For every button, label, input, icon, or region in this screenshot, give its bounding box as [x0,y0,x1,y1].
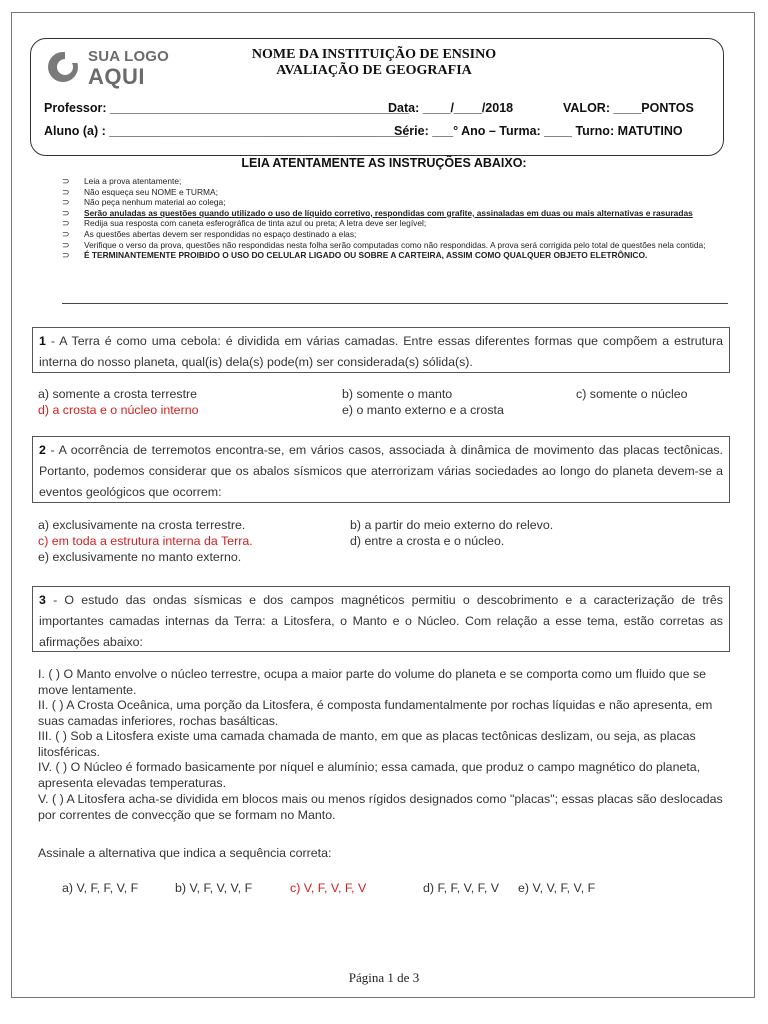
date-field[interactable]: Data: ____/____/2018 [388,101,514,115]
arrow-bullet-icon: ⊃ [62,197,70,208]
professor-field[interactable]: Professor: ___________________________________________ [44,101,409,115]
instruction-item: ⊃ Leia a prova atentamente; [62,176,182,186]
question-2-box [32,436,730,503]
q3-option-e[interactable]: e) V, V, F, V, F [518,881,596,895]
arrow-bullet-icon: ⊃ [62,239,70,250]
q2-option-e[interactable]: e) exclusivamente no manto externo. [38,550,242,564]
logo [46,48,176,88]
q3-option-a[interactable]: a) V, F, F, V, F [62,881,139,895]
instruction-item: ⊃ Verifique o verso da prova, questões não respondidas nesta folha serão computadas como não respondidas. A prova será corrigida pelo total de questões nela contida; [62,239,706,250]
value-field[interactable]: VALOR: ____PONTOS [563,101,694,115]
logo-line1: SUA LOGO [88,48,170,65]
q3-prompt: Assinale a alternativa que indica a sequência correta: [38,846,332,860]
page-number: Página 1 de 3 [348,970,420,985]
q3-statement-1: I. ( ) O Manto envolve o núcleo terrestre, ocupa a maior parte do volume do planeta e se comporta como um fluido que se move lentamente. [38,667,707,697]
q1-option-d[interactable]: d) a crosta e o núcleo interno [38,403,199,417]
institution-title [214,47,534,79]
question-number: 2 [39,443,46,457]
q1-option-c[interactable]: c) somente o núcleo [576,387,688,401]
arrow-bullet-icon: ⊃ [62,176,70,186]
instructions-title: LEIA ATENTAMENTE AS INSTRUÇÕES ABAIXO: [241,156,527,170]
arrow-bullet-icon: ⊃ [62,218,70,229]
q3-statement-2: II. ( ) A Crosta Oceânica, uma porção da Litosfera, é composta fundamentalmente por rochas líquidas e não apresenta, em suas camadas inferiores, rochas basálticas. [38,698,713,728]
q1-option-e[interactable]: e) o manto externo e a crosta [342,403,504,417]
institution-name: NOME DA INSTITUIÇÃO DE ENSINO [251,47,497,62]
logo-icon [46,50,80,84]
arrow-bullet-icon: ⊃ [62,207,70,218]
student-field[interactable]: Aluno (a) : ___________________________________________ [44,124,409,138]
instruction-item: ⊃ Não peça nenhum material ao colega; [62,197,226,208]
q3-option-b[interactable]: b) V, F, V, V, F [175,881,253,895]
instructions-list [62,176,734,261]
arrow-bullet-icon: ⊃ [62,228,70,239]
arrow-bullet-icon: ⊃ [62,250,70,261]
q1-option-b[interactable]: b) somente o manto [342,387,453,401]
q2-option-d[interactable]: d) entre a crosta e o núcleo. [350,534,505,548]
question-number: 3 [39,593,46,607]
instruction-item: ⊃ Não esqueça seu NOME e TURMA; [62,186,218,197]
question-text: - O estudo das ondas sísmicas e dos campos magnéticos permitiu o descobrimento e a caracterização de três importantes camadas internas da Terra: a Litosfera, o Manto e o Núcleo. Com relação a esse tema, estão corretas as afirmações abaixo: [39,593,723,649]
divider [62,303,728,304]
q2-option-c[interactable]: c) em toda a estrutura interna da Terra. [38,534,253,548]
question-text: - A ocorrência de terremotos encontra-se, em vários casos, associada à dinâmica de movimento das placas tectônicas. Portanto, podemos considerar que os abalos sísmicos que aterrorizam várias sociedades ao longo do planeta devem-se a eventos geológicos que ocorrem: [39,443,723,499]
instruction-item: ⊃ Serão anuladas as questões quando utilizado o uso de líquido corretivo, respondidas com grafite, assinaladas em duas ou mais alternativas e rasuradas [62,207,693,218]
instruction-item: ⊃ Redija sua resposta com caneta esferográfica de tinta azul ou preta; A letra deve ser legível; [62,218,427,229]
question-text: - A Terra é como uma cebola: é dividida em várias camadas. Entre essas diferentes formas que compõem a estrutura interna do nosso planeta, qual(is) dela(s) pode(m) ser considerada(s) sólida(s). [39,334,723,369]
q3-statement-4: IV. ( ) O Núcleo é formado basicamente por níquel e alumínio; essa camada, que produz o campo magnético do planeta, apresenta elevadas temperaturas. [38,760,701,790]
q1-option-a[interactable]: a) somente a crosta terrestre [38,387,198,401]
question-number: 1 [39,334,46,348]
q3-statement-3: III. ( ) Sob a Litosfera existe uma camada chamada de manto, em que as placas tectônicas deslizam, ou seja, as placas litosféricas. [38,729,696,759]
question-3-box [32,586,730,652]
q3-option-d[interactable]: d) F, F, V, F, V [423,881,499,895]
instruction-item: ⊃ É TERMINANTEMENTE PROIBIDO O USO DO CELULAR LIGADO OU SOBRE A CARTEIRA, ASSIM COMO QUALQUER OBJETO ELETRÔNICO. [62,250,648,261]
grade-class-field[interactable]: Série: ___° Ano – Turma: ____ Turno: MATUTINO [394,124,683,138]
instruction-item: ⊃ As questões abertas devem ser respondidas no espaço destinado a elas; [62,228,357,239]
exam-title: AVALIAÇÃO DE GEOGRAFIA [276,63,472,78]
q3-option-c[interactable]: c) V, F, V, F, V [290,881,367,895]
q2-option-a[interactable]: a) exclusivamente na crosta terrestre. [38,518,246,532]
logo-line2: AQUI [88,64,145,89]
q3-statement-5: V. ( ) A Litosfera acha-se dividida em blocos mais ou menos rígidos designados como "placas"; essas placas são deslocadas por correntes de convecção que se formam no Manto. [38,792,723,822]
arrow-bullet-icon: ⊃ [62,186,70,197]
q2-option-b[interactable]: b) a partir do meio externo do relevo. [350,518,554,532]
question-1-box [32,327,730,373]
